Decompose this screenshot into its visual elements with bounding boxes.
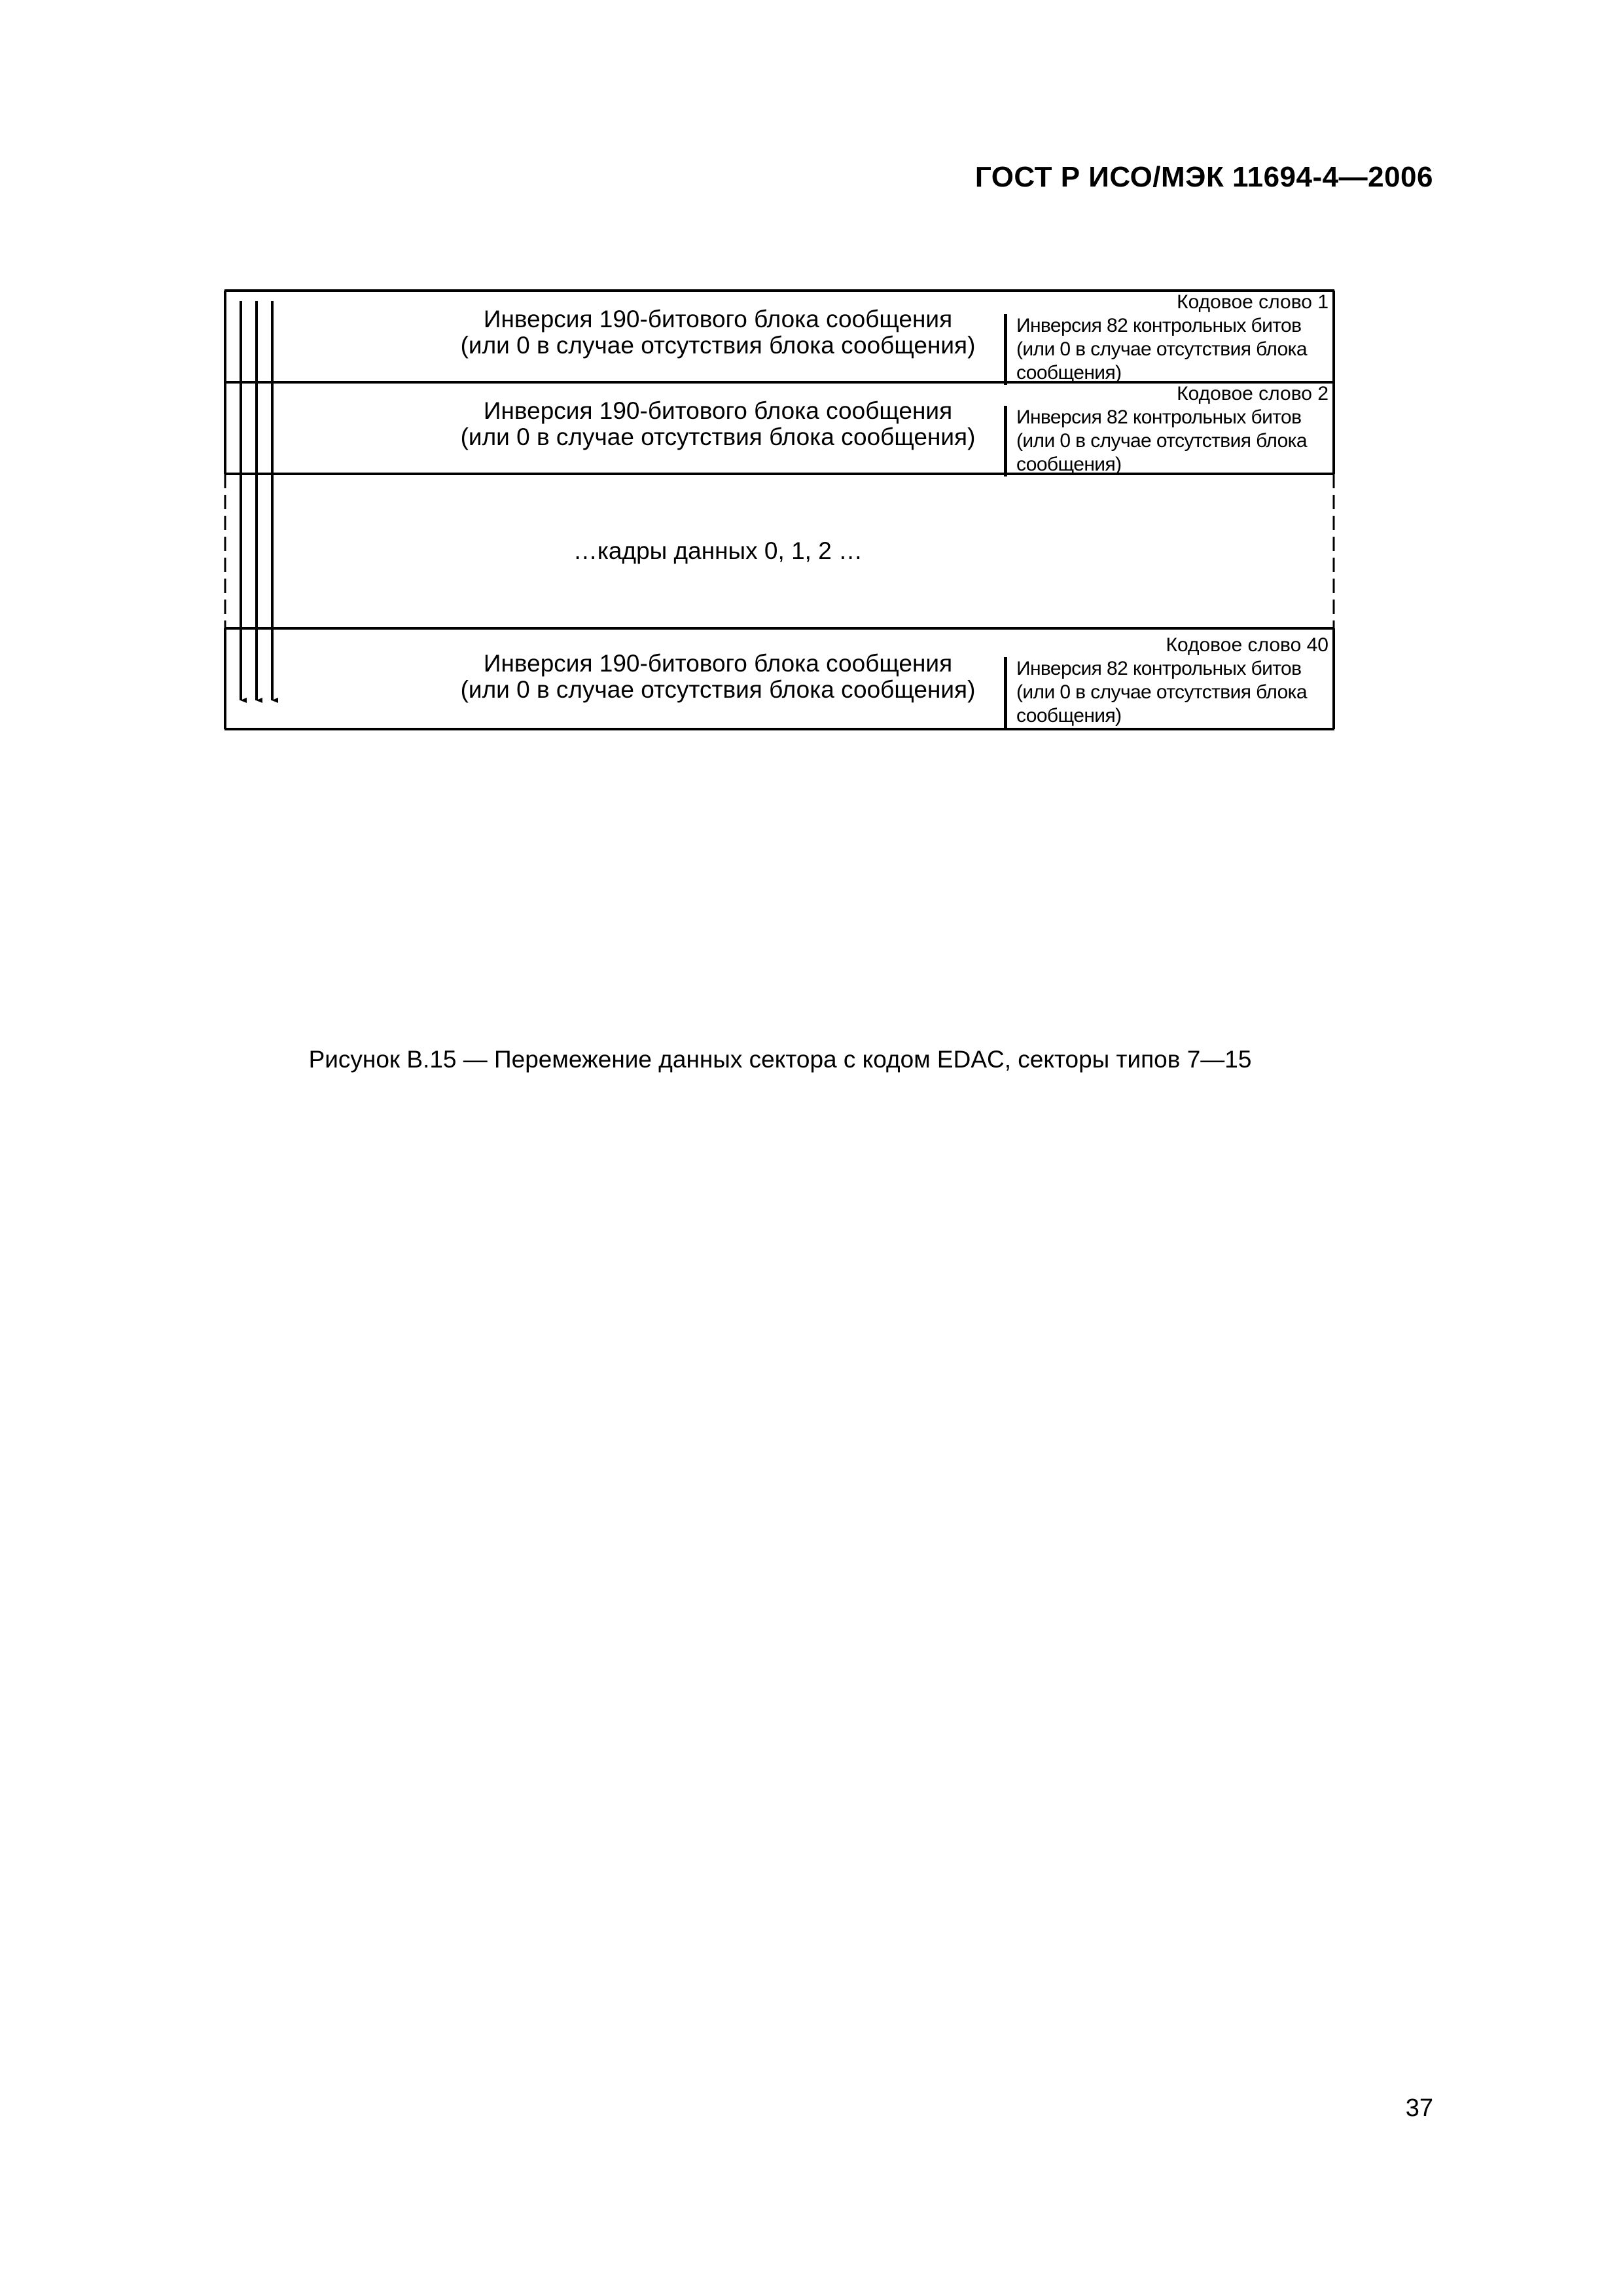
- row2-message-line2: (или 0 в случае отсутствия блока сообщения): [460, 423, 976, 450]
- row40-message-line2: (или 0 в случае отсутствия блока сообщения): [460, 676, 976, 703]
- row1-message-line2: (или 0 в случае отсутствия блока сообщения): [460, 332, 976, 359]
- row2-codeword-title: Кодовое слово 2: [1177, 383, 1329, 404]
- row1-check-bits-line1: Инверсия 82 контрольных битов: [1016, 315, 1302, 336]
- row40-check-bits-line2: (или 0 в случае отсутствия блока: [1016, 681, 1307, 703]
- row2-message-line1: Инверсия 190-битового блока сообщения: [483, 397, 953, 424]
- page-number: 37: [1405, 2094, 1433, 2122]
- data-frames-ellipsis: …кадры данных 0, 1, 2 …: [573, 537, 863, 564]
- row1-check-bits-line3: сообщения): [1016, 362, 1122, 384]
- row1-codeword: [1004, 291, 1329, 385]
- row1-message-block: [335, 306, 1101, 359]
- row40-codeword-title: Кодовое слово 40: [1166, 634, 1329, 656]
- row40-check-bits-line3: сообщения): [1016, 705, 1122, 726]
- standard-header: ГОСТ Р ИСО/МЭК 11694-4—2006: [974, 161, 1433, 193]
- interleaving-figure: [224, 289, 1335, 1073]
- row40-message-line1: Инверсия 190-битового блока сообщения: [483, 650, 953, 677]
- row2-check-bits: [1004, 406, 1329, 476]
- row2-check-bits-line1: Инверсия 82 контрольных битов: [1016, 406, 1302, 428]
- row2-message-block: [335, 398, 1101, 450]
- figure-caption: Рисунок В.15 — Перемежение данных сектора с кодом EDAC, секторы типов 7—15: [308, 1046, 1252, 1073]
- row2-check-bits-line2: (или 0 в случае отсутствия блока: [1016, 430, 1307, 452]
- row1-check-bits: [1004, 314, 1329, 385]
- row40-codeword: [1004, 634, 1329, 728]
- row1-check-bits-line2: (или 0 в случае отсутствия блока: [1016, 338, 1307, 360]
- row40-check-bits: [1004, 657, 1329, 728]
- row1-message-line1: Инверсия 190-битового блока сообщения: [483, 306, 953, 332]
- row2-codeword: [1004, 382, 1329, 476]
- row1-codeword-title: Кодовое слово 1: [1177, 291, 1329, 313]
- row2-check-bits-line3: сообщения): [1016, 454, 1122, 475]
- row40-message-block: [335, 651, 1101, 703]
- row40-check-bits-line1: Инверсия 82 контрольных битов: [1016, 658, 1302, 679]
